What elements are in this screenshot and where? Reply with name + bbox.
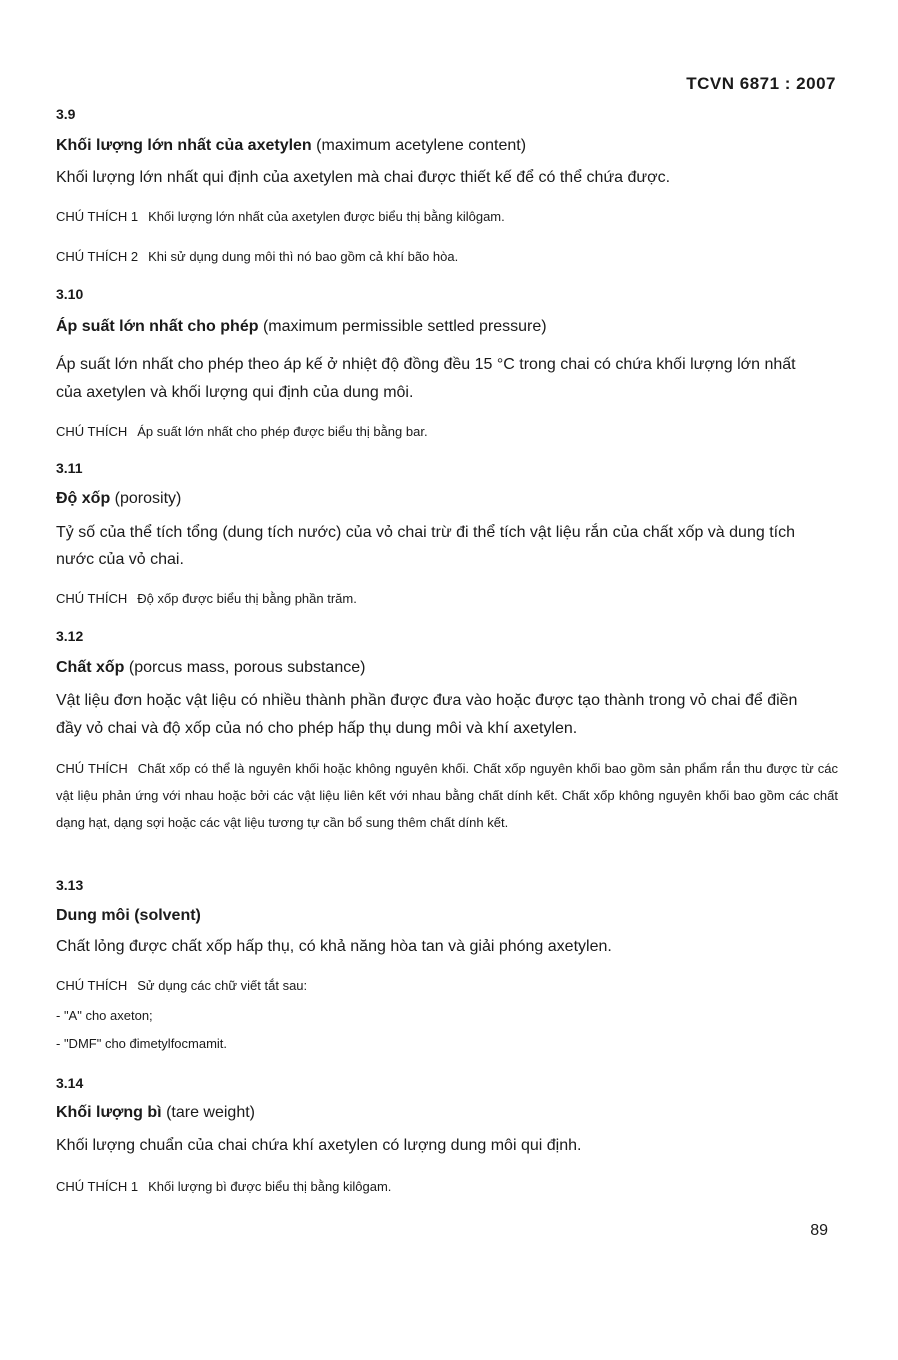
note-text: Sử dụng các chữ viết tắt sau: bbox=[137, 978, 308, 993]
term-title: Khối lượng bì bbox=[56, 1104, 162, 1121]
note-text: Khối lượng bì được biểu thị bằng kilôgam. bbox=[148, 1179, 392, 1194]
note-label: CHÚ THÍCH 1 bbox=[56, 1179, 139, 1194]
section-number-3-12: 3.12 bbox=[56, 628, 84, 644]
definition-3-14: Khối lượng chuẩn của chai chứa khí axetylen có lượng dung môi qui định. bbox=[56, 1137, 582, 1154]
note-text: Áp suất lớn nhất cho phép được biểu thị bằng bar. bbox=[137, 424, 428, 439]
term-english: (porcus mass, porous substance) bbox=[128, 659, 366, 676]
term-title: Áp suất lớn nhất cho phép bbox=[56, 318, 259, 335]
definition-3-12-line1: Vật liệu đơn hoặc vật liệu có nhiều thành phần được đưa vào hoặc được tạo thành trong vỏ chai để điền bbox=[56, 692, 798, 709]
note-text: Độ xốp được biểu thị bằng phần trăm. bbox=[137, 591, 357, 606]
standard-header: TCVN 6871 : 2007 bbox=[686, 74, 836, 93]
note-label: CHÚ THÍCH bbox=[56, 424, 128, 439]
section-number-3-9: 3.9 bbox=[56, 106, 76, 122]
section-number-3-10: 3.10 bbox=[56, 286, 84, 302]
note-3-13-item-2: - "DMF" cho đimetylfocmamit. bbox=[56, 1036, 228, 1051]
definition-3-11-line1: Tỷ số của thể tích tổng (dung tích nước) của vỏ chai trừ đi thể tích vật liệu rắn của chất xốp và dung tích bbox=[56, 524, 795, 541]
note-text: Chất xốp có thể là nguyên khối hoặc không nguyên khối. Chất xốp nguyên khối bao gồm sản phẩm rắn thu được từ các vật liệu phản ứng với nhau hoặc bởi các vật liệu liên kết với nhau bằng chất dính kết. Chất xốp không nguyên khối bao gồm các chất dạng hạt, dạng sợi hoặc các vật liệu tương tự cần bổ sung thêm chất dính kết. bbox=[56, 761, 838, 830]
term-3-9 bbox=[56, 137, 838, 155]
section-number-3-11: 3.11 bbox=[56, 460, 83, 476]
term-title: Chất xốp bbox=[56, 659, 125, 676]
term-title: Khối lượng lớn nhất của axetylen bbox=[56, 137, 312, 154]
term-title: Độ xốp bbox=[56, 490, 111, 507]
note-3-13-item-1: - "A" cho axeton; bbox=[56, 1008, 153, 1023]
note-label: CHÚ THÍCH bbox=[56, 591, 128, 606]
page-number: 89 bbox=[810, 1222, 828, 1239]
definition-3-13: Chất lỏng được chất xốp hấp thụ, có khả năng hòa tan và giải phóng axetylen. bbox=[56, 938, 612, 955]
note-3-13 bbox=[56, 972, 838, 999]
term-english: (porosity) bbox=[114, 490, 182, 507]
term-english: (maximum permissible settled pressure) bbox=[262, 318, 547, 335]
term-3-11 bbox=[56, 490, 838, 508]
term-title: Dung môi (solvent) bbox=[56, 907, 201, 924]
term-3-12 bbox=[56, 659, 838, 677]
note-3-9-2 bbox=[56, 243, 838, 270]
note-3-10 bbox=[56, 418, 838, 445]
term-3-14 bbox=[56, 1104, 838, 1122]
note-3-11 bbox=[56, 585, 838, 612]
term-english: (maximum acetylene content) bbox=[316, 137, 527, 154]
term-3-13 bbox=[56, 907, 838, 925]
note-label: CHÚ THÍCH bbox=[56, 761, 128, 776]
note-3-9-1 bbox=[56, 203, 838, 230]
term-3-10 bbox=[56, 318, 838, 336]
section-number-3-14: 3.14 bbox=[56, 1075, 84, 1091]
note-label: CHÚ THÍCH bbox=[56, 978, 128, 993]
note-label: CHÚ THÍCH 2 bbox=[56, 249, 139, 264]
note-text: Khi sử dụng dung môi thì nó bao gồm cả khí bão hòa. bbox=[148, 249, 459, 264]
definition-3-12-line2: đầy vỏ chai và độ xốp của nó cho phép hấp thụ dung môi và khí axetylen. bbox=[56, 720, 578, 737]
note-text: Khối lượng lớn nhất của axetylen được biểu thị bằng kilôgam. bbox=[148, 209, 505, 224]
definition-3-9: Khối lượng lớn nhất qui định của axetylen mà chai được thiết kế để có thể chứa được. bbox=[56, 169, 671, 186]
term-english: (tare weight) bbox=[166, 1104, 255, 1121]
definition-3-10-line1: Áp suất lớn nhất cho phép theo áp kế ở nhiệt độ đồng đều 15 °C trong chai có chứa khối lượng lớn nhất bbox=[56, 356, 796, 373]
note-label: CHÚ THÍCH 1 bbox=[56, 209, 139, 224]
section-number-3-13: 3.13 bbox=[56, 877, 84, 893]
definition-3-10-line2: của axetylen và khối lượng qui định của dung môi. bbox=[56, 384, 414, 401]
definition-3-11-line2: nước của vỏ chai. bbox=[56, 551, 184, 568]
note-3-14-1 bbox=[56, 1173, 838, 1200]
note-3-12 bbox=[56, 755, 838, 836]
